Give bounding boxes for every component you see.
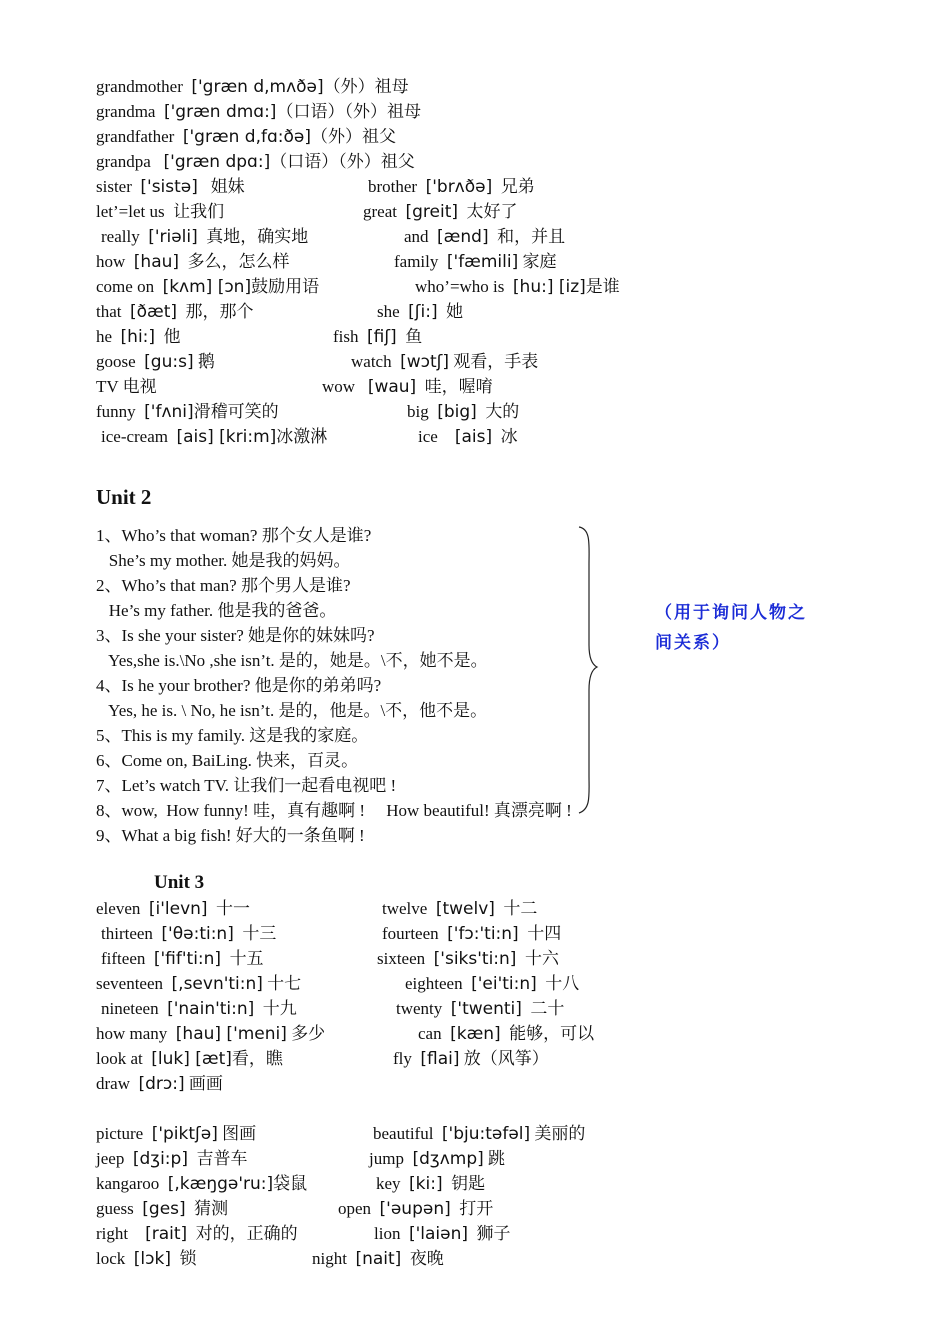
vocab-word: guess <box>96 1199 134 1218</box>
vocab-meaning: 袋鼠 <box>273 1174 308 1193</box>
vocab-meaning: （口语）（外）祖父 <box>270 152 415 171</box>
vocab-meaning: 鹅 <box>197 352 215 371</box>
vocab-meaning: 夜晚 <box>409 1249 444 1268</box>
vocab-phonetic: [,kæŋgə'ru:] <box>167 1174 274 1194</box>
vocab-word: how many <box>96 1024 168 1043</box>
vocab-word: seventeen <box>96 974 164 993</box>
vocab-phonetic: ['laiən] <box>408 1224 468 1244</box>
vocab-phonetic: [,sevn'ti:n] <box>171 974 263 994</box>
vocab-meaning: 十八 <box>545 974 580 993</box>
vocab-word: let’=let us <box>96 202 165 221</box>
vocab-phonetic: ['bju:təfəl] <box>441 1124 531 1144</box>
vocab-word: open <box>338 1199 372 1218</box>
vocab-meaning: 电视 <box>122 377 157 396</box>
vocab-phonetic: [hau] ['meni] <box>175 1024 287 1044</box>
vocab-row <box>96 973 580 997</box>
vocab-row <box>96 351 539 375</box>
vocab-word: kangaroo <box>96 1174 160 1193</box>
vocab-phonetic: ['brʌðə] <box>425 177 493 197</box>
vocab-meaning: 是谁 <box>585 277 620 296</box>
vocab-phonetic: [ænd] <box>437 227 489 247</box>
vocab-word: grandpa <box>96 152 151 171</box>
vocab-meaning: 吉普车 <box>196 1149 248 1168</box>
vocab-phonetic: [nait] <box>355 1249 402 1269</box>
sentence-line: She’s my mother. 她是我的妈妈。 <box>96 551 351 570</box>
vocab-meaning: 家庭 <box>522 252 557 271</box>
vocab-phonetic: [drɔ:] <box>138 1074 185 1094</box>
vocab-word: goose <box>96 352 136 371</box>
vocab-meaning: （外）祖父 <box>311 127 396 146</box>
vocab-word: sixteen <box>377 949 426 968</box>
vocab-row <box>96 1223 511 1247</box>
vocab-meaning: 钥匙 <box>451 1174 486 1193</box>
vocab-meaning: 哇，喔唷 <box>424 377 493 396</box>
sentence-line: 8、wow, How funny! 哇，真有趣啊 ! How beautiful! 真漂亮啊 ! <box>96 801 572 820</box>
vocab-meaning: 猜测 <box>194 1199 229 1218</box>
vocab-word: twenty <box>396 999 443 1018</box>
vocab-meaning: 和，并且 <box>497 227 566 246</box>
vocab-row <box>96 998 565 1022</box>
vocab-meaning: 看，瞧 <box>231 1049 283 1068</box>
vocab-word: wow <box>322 377 356 396</box>
curly-brace-icon <box>575 525 605 815</box>
vocab-word: how <box>96 252 126 271</box>
vocab-word: picture <box>96 1124 144 1143</box>
vocab-meaning: 鱼 <box>405 327 423 346</box>
sentence-line: 6、Come on, BaiLing. 快来，百灵。 <box>96 751 359 770</box>
vocab-meaning: 冰 <box>500 427 518 446</box>
vocab-meaning: 让我们 <box>173 202 225 221</box>
vocab-word: fish <box>333 327 359 346</box>
vocab-phonetic: ['græn dmɑ:] <box>163 102 277 122</box>
vocab-row <box>96 201 518 225</box>
vocab-meaning: 十二 <box>503 899 538 918</box>
vocab-meaning: 滑稽可笑的 <box>193 402 279 421</box>
vocab-row <box>96 948 559 972</box>
vocab-phonetic: ['siks'ti:n] <box>433 949 517 969</box>
vocab-phonetic: ['græn d,mʌðə] <box>191 77 324 97</box>
vocab-row <box>96 401 520 425</box>
vocab-meaning: 大的 <box>485 402 520 421</box>
sentence-line: He’s my father. 他是我的爸爸。 <box>96 601 337 620</box>
vocab-word: come on <box>96 277 155 296</box>
vocab-meaning: 观看，手表 <box>453 352 539 371</box>
sentence-line: 3、Is she your sister? 她是你的妹妹吗? <box>96 626 375 645</box>
vocab-phonetic: ['fæmili] <box>446 252 519 272</box>
vocab-word: big <box>407 402 429 421</box>
vocab-word: grandfather <box>96 127 175 146</box>
vocab-meaning: 她 <box>446 302 464 321</box>
vocab-phonetic: ['twenti] <box>450 999 522 1019</box>
vocab-phonetic: [dʒʌmp] <box>412 1149 484 1169</box>
vocab-row <box>96 301 464 325</box>
vocab-row <box>96 1198 494 1222</box>
vocab-phonetic: [fiʃ] <box>367 327 397 347</box>
vocab-word: twelve <box>382 899 428 918</box>
vocab-row <box>96 226 566 250</box>
vocab-meaning: 太好了 <box>466 202 518 221</box>
vocab-meaning: 他 <box>163 327 181 346</box>
vocab-phonetic: [twelv] <box>435 899 495 919</box>
vocab-word: fifteen <box>101 949 146 968</box>
vocab-row <box>96 426 518 450</box>
vocab-meaning: 那，那个 <box>185 302 254 321</box>
vocab-word: night <box>312 1249 347 1268</box>
sentence-line: 7、Let’s watch TV. 让我们一起看电视吧 ! <box>96 776 397 795</box>
vocab-phonetic: ['ei'ti:n] <box>471 974 537 994</box>
vocab-phonetic: ['fif'ti:n] <box>153 949 222 969</box>
vocab-word: beautiful <box>373 1124 434 1143</box>
vocab-meaning: 多少 <box>291 1024 326 1043</box>
vocab-word: thirteen <box>101 924 153 943</box>
vocab-word: lock <box>96 1249 126 1268</box>
vocab-phonetic: [rait] <box>145 1224 188 1244</box>
vocab-meaning: 兄弟 <box>500 177 535 196</box>
vocab-meaning: （口语）（外）祖母 <box>276 102 421 121</box>
vocab-row <box>96 151 415 175</box>
vocab-word: key <box>376 1174 401 1193</box>
vocab-phonetic: [wau] <box>367 377 417 397</box>
vocab-meaning: （外）祖母 <box>323 77 409 96</box>
vocab-row <box>96 126 396 150</box>
vocab-row <box>96 898 538 922</box>
vocab-word: draw <box>96 1074 130 1093</box>
vocab-word: funny <box>96 402 136 421</box>
vocab-word: look at <box>96 1049 143 1068</box>
vocab-phonetic: [i'levn] <box>148 899 208 919</box>
vocab-word: right <box>96 1224 129 1243</box>
vocab-row <box>96 1048 549 1072</box>
vocab-phonetic: [luk] [æt] <box>151 1049 232 1069</box>
vocab-phonetic: ['sistə] <box>140 177 198 197</box>
note-line: （用于询问人物之 <box>655 603 807 623</box>
vocab-word: jump <box>369 1149 404 1168</box>
vocab-phonetic: [greit] <box>405 202 459 222</box>
vocab-phonetic: [ki:] <box>409 1174 443 1194</box>
vocab-phonetic: [big] <box>437 402 477 422</box>
vocab-word: who’=who is <box>415 277 505 296</box>
vocab-phonetic: [lɔk] <box>133 1249 171 1269</box>
vocab-meaning: 画画 <box>188 1074 223 1093</box>
sentence-line: 2、Who’s that man? 那个男人是谁? <box>96 576 351 595</box>
vocab-word: watch <box>351 352 392 371</box>
vocab-meaning: 姐妹 <box>210 177 245 196</box>
vocab-phonetic: ['piktʃə] <box>151 1124 218 1144</box>
vocab-meaning: 十五 <box>229 949 264 968</box>
vocab-row <box>96 1173 486 1197</box>
vocab-row <box>96 1148 505 1172</box>
vocab-meaning: 多么，怎么样 <box>187 252 290 271</box>
vocab-row <box>96 923 562 947</box>
vocab-phonetic: ['græn d,fɑ:ðə] <box>182 127 311 147</box>
vocab-word: grandmother <box>96 77 183 96</box>
vocab-phonetic: [ais] <box>454 427 493 447</box>
vocab-meaning: 图画 <box>222 1124 257 1143</box>
vocab-row <box>96 376 493 400</box>
vocab-word: she <box>377 302 400 321</box>
vocab-meaning: 十三 <box>242 924 277 943</box>
vocab-meaning: 打开 <box>459 1199 494 1218</box>
vocab-meaning: 冰激淋 <box>276 427 328 446</box>
vocab-meaning: 跳 <box>488 1149 505 1168</box>
vocab-row <box>96 1123 586 1147</box>
vocab-phonetic: ['θə:ti:n] <box>161 924 234 944</box>
vocab-word: grandma <box>96 102 156 121</box>
vocab-meaning: 狮子 <box>476 1224 511 1243</box>
unit2-note <box>655 598 835 658</box>
vocab-row <box>96 326 423 350</box>
sentence-line: 9、What a big fish! 好大的一条鱼啊 ! <box>96 826 365 845</box>
vocab-phonetic: [ais] [kri:m] <box>176 427 277 447</box>
vocab-phonetic: [ges] <box>142 1199 186 1219</box>
vocab-meaning: 二十 <box>530 999 565 1018</box>
vocab-meaning: 能够，可以 <box>509 1024 595 1043</box>
vocab-phonetic: ['riəli] <box>148 227 198 247</box>
vocab-phonetic: ['əupən] <box>379 1199 451 1219</box>
vocab-meaning: 锁 <box>179 1249 197 1268</box>
vocab-meaning: 十九 <box>262 999 297 1018</box>
vocab-phonetic: [flai] <box>420 1049 460 1069</box>
vocab-word: brother <box>368 177 418 196</box>
vocab-word: that <box>96 302 122 321</box>
unit2-heading: Unit 2 <box>96 485 152 509</box>
sentence-line: 4、Is he your brother? 他是你的弟弟吗? <box>96 676 382 695</box>
vocab-word: sister <box>96 177 132 196</box>
vocab-phonetic: [wɔtʃ] <box>400 352 449 372</box>
vocab-phonetic: ['fʌni] <box>144 402 194 422</box>
vocab-row <box>96 101 421 125</box>
vocab-word: he <box>96 327 113 346</box>
vocab-meaning: 十四 <box>527 924 562 943</box>
vocab-word: fly <box>393 1049 412 1068</box>
sentence-line: Yes, he is. \ No, he isn’t. 是的，他是。\不，他不是。 <box>96 701 488 720</box>
vocab-phonetic: [hi:] <box>120 327 156 347</box>
vocab-phonetic: ['fɔ:'ti:n] <box>447 924 519 944</box>
unit3-heading: Unit 3 <box>154 872 205 893</box>
vocab-meaning: 鼓励用语 <box>251 277 320 296</box>
vocab-phonetic: ['nain'ti:n] <box>167 999 255 1019</box>
vocab-row <box>96 1023 595 1047</box>
sentence-line: 5、This is my family. 这是我的家庭。 <box>96 726 369 745</box>
vocab-phonetic: [kæn] <box>450 1024 501 1044</box>
vocab-meaning: 十一 <box>216 899 251 918</box>
vocab-word: nineteen <box>101 999 159 1018</box>
vocab-meaning: 十六 <box>524 949 559 968</box>
note-line: 间关系） <box>655 633 731 653</box>
vocab-word: ice <box>418 427 438 446</box>
vocab-word: eleven <box>96 899 141 918</box>
vocab-word: TV <box>96 377 119 396</box>
vocab-phonetic: [gu:s] <box>144 352 194 372</box>
vocab-word: can <box>418 1024 442 1043</box>
vocab-word: really <box>101 227 140 246</box>
vocab-row <box>96 1248 444 1272</box>
vocab-meaning: 真地，确实地 <box>206 227 309 246</box>
sentence-line: 1、Who’s that woman? 那个女人是谁? <box>96 526 372 545</box>
vocab-meaning: 放（风筝） <box>463 1049 549 1068</box>
vocab-phonetic: ['græn dpɑ:] <box>163 152 271 172</box>
vocab-phonetic: [hu:] [iz] <box>512 277 586 297</box>
vocab-word: and <box>404 227 429 246</box>
vocab-row <box>96 1073 223 1097</box>
vocab-phonetic: [ʃi:] <box>408 302 438 322</box>
vocab-word: ice-cream <box>101 427 168 446</box>
vocab-word: fourteen <box>382 924 439 943</box>
vocab-meaning: 美丽的 <box>534 1124 586 1143</box>
vocab-word: family <box>394 252 439 271</box>
vocab-word: jeep <box>96 1149 125 1168</box>
vocab-phonetic: [hau] <box>133 252 180 272</box>
vocab-phonetic: [kʌm] [ɔn] <box>162 277 252 297</box>
vocab-meaning: 十七 <box>267 974 302 993</box>
vocab-row <box>96 76 409 100</box>
vocab-word: great <box>363 202 397 221</box>
vocab-word: eighteen <box>405 974 463 993</box>
vocab-phonetic: [dʒi:p] <box>132 1149 188 1169</box>
vocab-word: lion <box>374 1224 401 1243</box>
vocab-phonetic: [ðæt] <box>130 302 178 322</box>
vocab-meaning: 对的，正确的 <box>195 1224 298 1243</box>
vocab-row <box>96 276 620 300</box>
vocab-row <box>96 176 535 200</box>
vocab-row <box>96 251 557 275</box>
sentence-line: Yes,she is.\No ,she isn’t. 是的，她是。\不，她不是。 <box>96 651 488 670</box>
